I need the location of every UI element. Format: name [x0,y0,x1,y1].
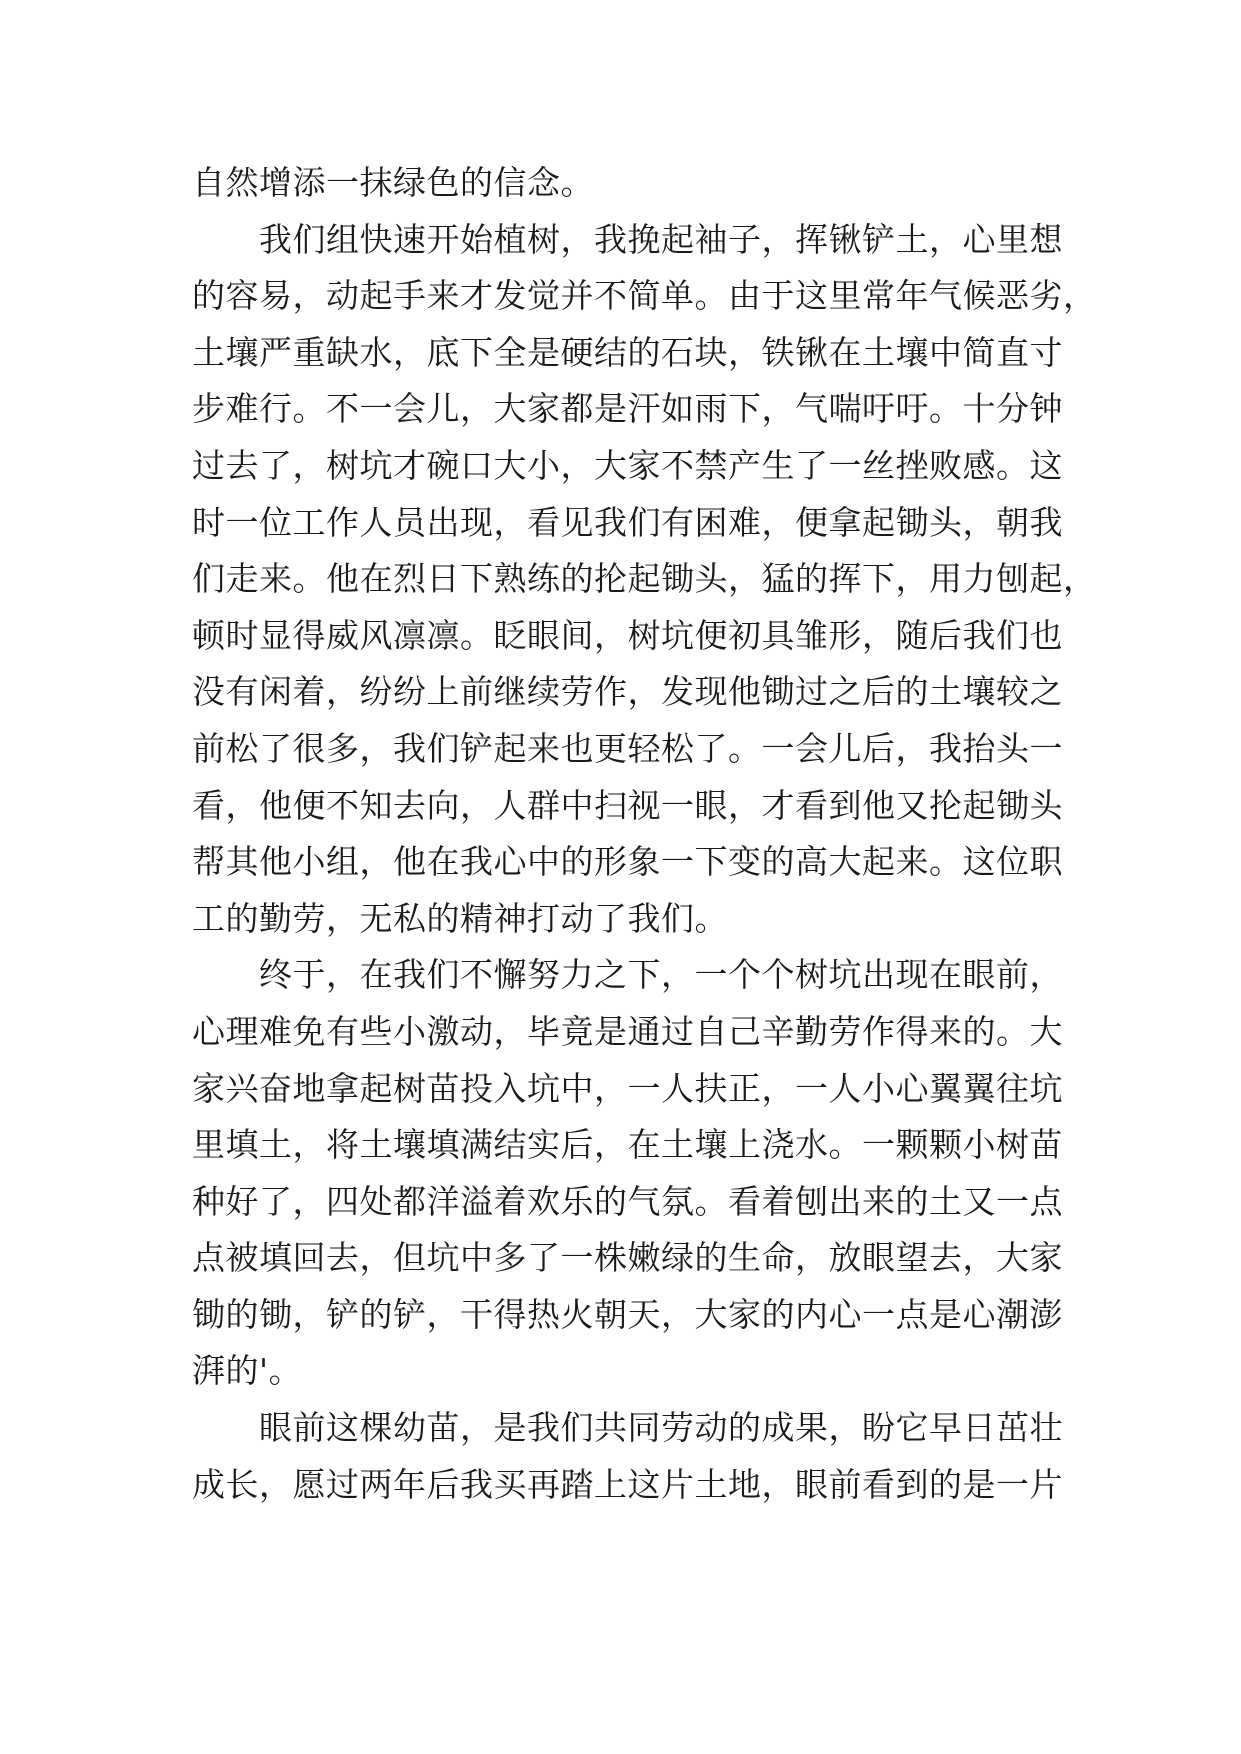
text-line: 前松了很多，我们铲起来也更轻松了。一会儿后，我抬头一 [192,728,1063,768]
text-line: 我们组快速开始植树，我挽起袖子，挥锹铲土，心里想 [259,219,1063,259]
text-line: 土壤严重缺水，底下全是硬结的石块，铁锹在土壤中简直寸 [192,332,1063,372]
text-line: 里填土，将土壤填满结实后，在土壤上浇水。一颗颗小树苗 [192,1125,1063,1165]
text-line: 步难行。不一会儿，大家都是汗如雨下，气喘吁吁。十分钟 [192,389,1063,429]
text-line: 点被填回去，但坑中多了一株嫩绿的生命，放眼望去，大家 [192,1238,1063,1278]
text-line: 家兴奋地拿起树苗投入坑中，一人扶正，一人小心翼翼往坑 [192,1068,1063,1108]
text-line: 过去了，树坑才碗口大小，大家不禁产生了一丝挫败感。这 [192,445,1063,485]
body-text [192,155,1097,1513]
text-line: 锄的锄，铲的铲，干得热火朝天，大家的内心一点是心潮澎 [192,1294,1063,1334]
text-line: 湃的'。 [192,1351,303,1391]
text-line: 工的勤劳，无私的精神打动了我们。 [192,898,728,938]
text-line: 时一位工作人员出现，看见我们有困难，便拿起锄头，朝我 [192,502,1063,542]
text-line: 看，他便不知去向，人群中扫视一眼，才看到他又抡起锄头 [192,785,1063,825]
text-line: 终于，在我们不懈努力之下，一个个树坑出现在眼前， [259,955,1063,995]
text-line: 自然增添一抹绿色的信念。 [192,163,594,202]
text-line: 没有闲着，纷纷上前继续劳作，发现他锄过之后的土壤较之 [192,672,1063,712]
text-line: 帮其他小组，他在我心中的形象一下变的高大起来。这位职 [192,842,1063,882]
text-line: 成长，愿过两年后我买再踏上这片土地，眼前看到的是一片 [192,1464,1063,1504]
text-line: 眼前这棵幼苗，是我们共同劳动的成果，盼它早日茁壮 [259,1408,1063,1448]
text-line: 的容易，动起手来才发觉并不简单。由于这里常年气候恶劣， [192,276,1097,316]
text-line: 心理难免有些小激动，毕竟是通过自己辛勤劳作得来的。大 [192,1011,1063,1051]
text-line: 顿时显得威风凛凛。眨眼间，树坑便初具雏形，随后我们也 [192,615,1063,655]
text-line: 们走来。他在烈日下熟练的抡起锄头，猛的挥下，用力刨起， [192,559,1097,599]
text-line: 种好了，四处都洋溢着欢乐的气氛。看着刨出来的土又一点 [192,1181,1063,1221]
